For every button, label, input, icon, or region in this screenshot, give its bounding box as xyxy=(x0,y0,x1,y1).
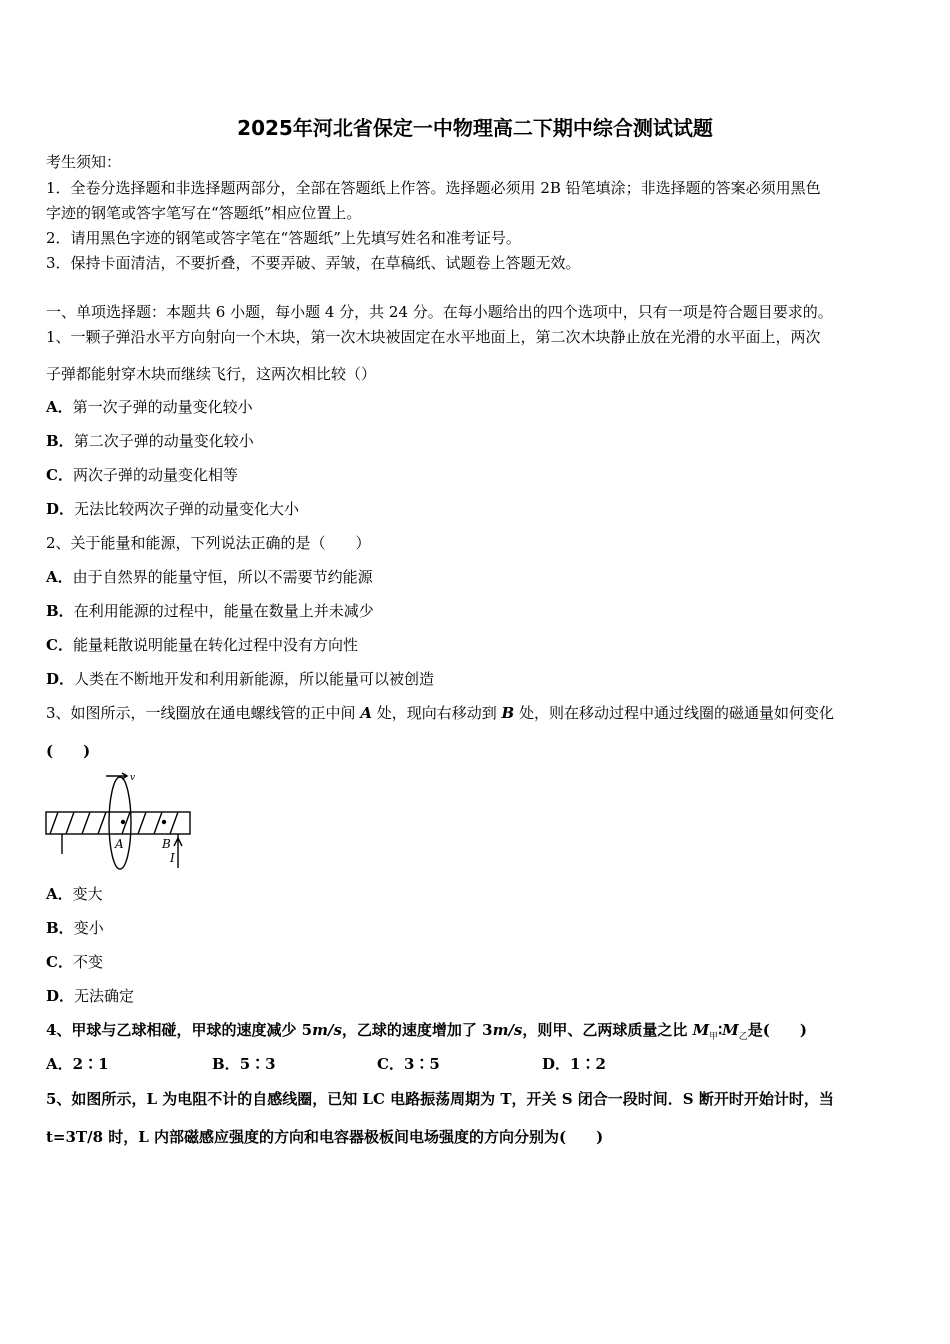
question-4-option-a: A．2∶1 xyxy=(46,1055,109,1073)
question-2-option-d: D．人类在不断地开发和利用新能源，所以能量可以被创造 xyxy=(46,670,435,688)
question-5-stem-cont: t=3T/8 时，L 内部磁感应强度的方向和电容器极板间电场强度的方向分别为( ) xyxy=(46,1128,604,1146)
question-3-option-b: B．变小 xyxy=(46,919,104,937)
point-a-marker xyxy=(121,820,125,824)
question-3-stem-cont: ( ) xyxy=(46,742,91,760)
question-5-stem: 5、如图所示，L 为电阻不计的自感线圈，已知 LC 电路振荡周期为 T，开关 S 闭合一段时间．S 断开时开始计时，当 xyxy=(46,1090,834,1108)
question-1-option-b: B．第二次子弹的动量变化较小 xyxy=(46,432,254,450)
point-b-label: B xyxy=(162,837,171,851)
question-4-stem: 4、甲球与乙球相碰，甲球的速度减少 5m/s，乙球的速度增加了 3m/s，则甲、乙两球质量之比 $M_甲∶M_乙$是( ) xyxy=(46,1021,807,1042)
question-4-option-d: D．1∶2 xyxy=(542,1055,606,1073)
section-heading: 一、单项选择题：本题共 6 小题，每小题 4 分，共 24 分。在每小题给出的四个选项中，只有一项是符合题目要求的。 xyxy=(46,303,833,321)
question-1-option-c: C．两次子弹的动量变化相等 xyxy=(46,466,238,484)
question-2-option-a: A．由于自然界的能量守恒，所以不需要节约能源 xyxy=(46,568,373,586)
question-2-option-b: B．在利用能源的过程中，能量在数量上并未减少 xyxy=(46,602,374,620)
question-1-option-d: D．无法比较两次子弹的动量变化大小 xyxy=(46,500,300,518)
solenoid-figure xyxy=(44,768,196,870)
notice-heading: 考生须知： xyxy=(46,153,122,171)
question-4-option-b: B．5∶3 xyxy=(212,1055,276,1073)
question-3-stem: 3、如图所示，一线圈放在通电螺线管的正中间 A 处，现向右移动到 B 处，则在移动过程中通过线圈的磁通量如何变化 xyxy=(46,704,835,722)
question-1-option-a: A．第一次子弹的动量变化较小 xyxy=(46,398,253,416)
notice-item: 字迹的钢笔或答字笔写在“答题纸”相应位置上。 xyxy=(46,204,362,222)
question-1-stem-cont: 子弹都能射穿木块而继续飞行，这两次相比较（） xyxy=(46,365,377,383)
question-2-option-c: C．能量耗散说明能量在转化过程中没有方向性 xyxy=(46,636,358,654)
page-title: 2025年河北省保定一中物理高二下期中综合测试试题 xyxy=(237,116,713,140)
notice-item: 2．请用黑色字迹的钢笔或答字笔在“答题纸”上先填写姓名和准考证号。 xyxy=(46,229,521,247)
question-3-option-c: C．不变 xyxy=(46,953,103,971)
point-b-marker xyxy=(162,820,166,824)
question-3-option-d: D．无法确定 xyxy=(46,987,135,1005)
current-label: I xyxy=(170,851,175,865)
point-a-label: A xyxy=(115,837,124,851)
coil-loop xyxy=(109,777,131,869)
notice-item: 3．保持卡面清洁，不要折叠，不要弄破、弄皱，在草稿纸、试题卷上答题无效。 xyxy=(46,254,581,272)
question-3-option-a: A．变大 xyxy=(46,885,103,903)
question-1-stem: 1、一颗子弹沿水平方向射向一个木块，第一次木块被固定在水平地面上，第二次木块静止放在光滑的水平面上，两次 xyxy=(46,328,821,346)
question-2-stem: 2、关于能量和能源，下列说法正确的是（ ） xyxy=(46,534,371,552)
velocity-label: v xyxy=(130,773,136,783)
notice-item: 1．全卷分选择题和非选择题两部分，全部在答题纸上作答。选择题必须用 2B 铅笔填涂；非选择题的答案必须用黑色 xyxy=(46,179,821,197)
question-4-option-c: C．3∶5 xyxy=(377,1055,440,1073)
